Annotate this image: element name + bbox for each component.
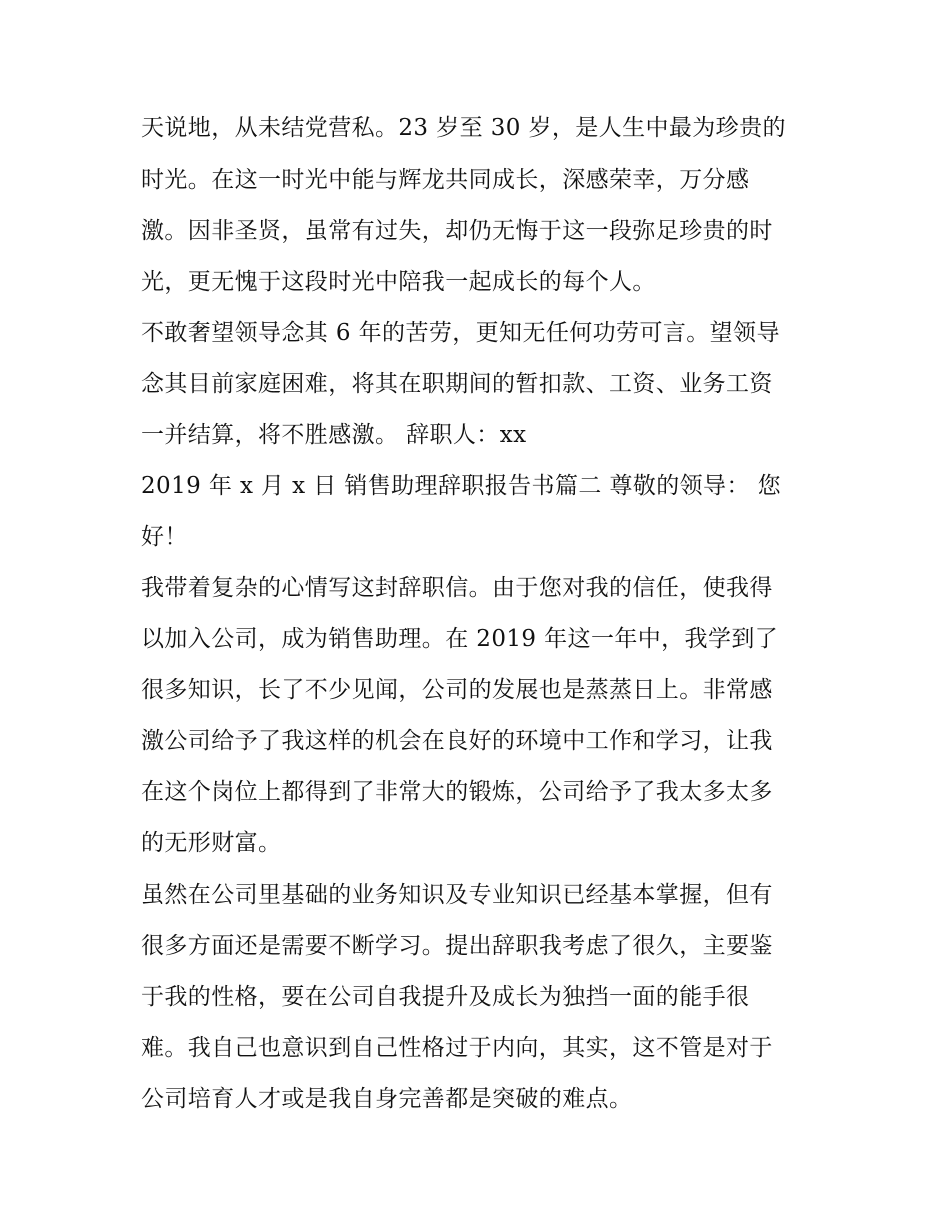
text-line: 不敢奢望领导念其 6 年的苦劳，更知无任何功劳可言。望领导 [141, 320, 780, 346]
text-line: 光，更无愧于这段时光中陪我一起成长的每个人。 [141, 269, 656, 295]
text-line: 很多方面还是需要不断学习。提出辞职我考虑了很久，主要鉴 [141, 933, 773, 959]
text-line: 好！ [141, 524, 188, 550]
text-line: 一并结算，将不胜感激。 辞职人：xx [141, 422, 527, 448]
text-line: 激。因非圣贤，虽常有过失，却仍无悔于这一段弥足珍贵的时 [141, 218, 773, 244]
text-line: 时光。在这一时光中能与辉龙共同成长，深感荣幸，万分感 [141, 167, 750, 193]
text-line: 公司培育人才或是我自身完善都是突破的难点。 [141, 1086, 633, 1112]
text-line: 激公司给予了我这样的机会在良好的环境中工作和学习，让我 [141, 728, 773, 754]
text-line: 于我的性格，要在公司自我提升及成长为独挡一面的能手很 [141, 984, 750, 1010]
text-line: 我带着复杂的心情写这封辞职信。由于您对我的信任，使我得 [141, 575, 773, 601]
text-line: 虽然在公司里基础的业务知识及专业知识已经基本掌握，但有 [141, 882, 773, 908]
text-line: 2019 年 x 月 x 日 销售助理辞职报告书篇二 尊敬的领导： 您 [141, 473, 781, 499]
text-line: 天说地，从未结党营私。23 岁至 30 岁，是人生中最为珍贵的 [141, 115, 786, 141]
text-line: 难。我自己也意识到自己性格过于内向，其实，这不管是对于 [141, 1035, 773, 1061]
text-line: 在这个岗位上都得到了非常大的锻炼，公司给予了我太多太多 [141, 779, 773, 805]
text-line: 以加入公司，成为销售助理。在 2019 年这一年中，我学到了 [141, 626, 779, 652]
text-line: 的无形财富。 [141, 830, 282, 856]
text-line: 很多知识，长了不少见闻，公司的发展也是蒸蒸日上。非常感 [141, 677, 773, 703]
text-line: 念其目前家庭困难，将其在职期间的暂扣款、工资、业务工资 [141, 371, 773, 397]
